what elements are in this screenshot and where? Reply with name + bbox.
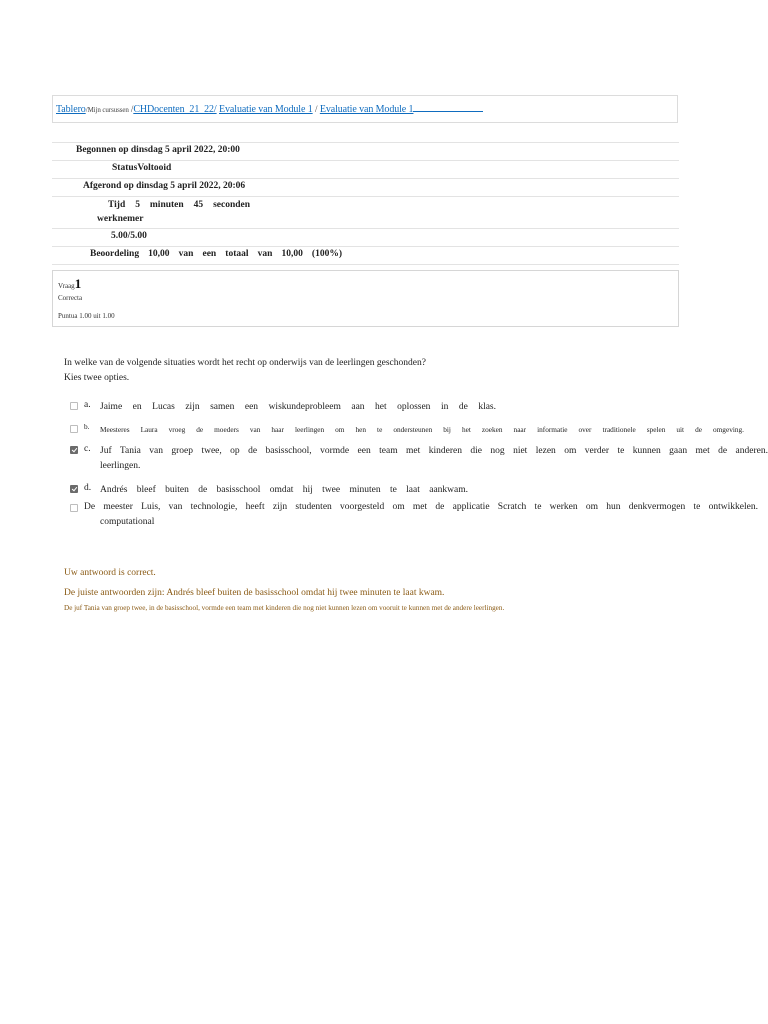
checkbox-b[interactable] [70,425,78,433]
option-letter: b. [84,422,90,431]
option-letter: a. [84,400,91,410]
breadcrumb-underline [413,102,483,112]
summary-row-started [52,142,679,160]
breadcrumb-separator: / [85,106,88,114]
checkbox-d-checked[interactable] [70,485,78,493]
option-text-d: Andrés bleef buiten de basisschool omdat hij twee minuten te laat aankwam. [100,485,468,495]
summary-grade: Beoordeling 10,00 van een totaal van 10,00 (100%) [90,249,342,259]
attempt-summary-table [52,142,679,265]
summary-marks: 5.00/5.00 [111,231,147,241]
breadcrumb-quiz-link[interactable]: Evaluatie van Module 1 [219,104,313,115]
question-prompt: Kies twee opties. [64,373,130,383]
breadcrumb [56,102,483,115]
checkbox-c-checked[interactable] [70,446,78,454]
summary-started: Begonnen op dinsdag 5 april 2022, 20:00 [76,145,240,155]
breadcrumb-home-link[interactable]: Tablero [56,104,86,115]
breadcrumb-course-link[interactable]: CHDocenten_21_22/ [133,104,217,115]
summary-row-grade [52,246,679,265]
option-text-e: De meester Luis, van technologie, heeft zijn studenten voorgesteld om met de applicatie Scratch te werken om hun denkvermogen te ontwikkelen. [84,502,758,512]
option-text-a: Jaime en Lucas zijn samen een wiskundeprobleem aan het oplossen in de klas. [100,402,496,412]
feedback-correct-answer-2: De juf Tania van groep twee, in de basisschool, vormde een team met kinderen die nog niet kunnen lezen om vooruit te kunnen met de andere leerlingen. [64,604,505,612]
feedback-correct-answer-1: De juiste antwoorden zijn: Andrés bleef buiten de basisschool omdat hij twee minuten te laat kwam. [64,588,445,598]
checkbox-a[interactable] [70,402,78,410]
summary-row-marks [52,228,679,246]
option-text-b: Meesteres Laura vroeg de moeders van haar leerlingen om hen te ondersteunen bij het zoeken naar informatie over traditionele spelen uit de omgeving. [100,425,744,434]
option-letter: c. [84,444,91,454]
summary-status: StatusVoltooid [112,163,172,173]
question-text: In welke van de volgende situaties wordt het recht op onderwijs van de leerlingen geschonden? [64,358,426,368]
option-text-c-line2: leerlingen. [100,461,141,471]
summary-row-time [52,196,679,228]
breadcrumb-my-courses[interactable]: Mijn cursussen [87,106,129,114]
question-number: Vraag1 [58,276,82,291]
summary-row-completed [52,178,679,196]
option-text-c: Juf Tania van groep twee, op de basisschool, vormde een team met kinderen die nog niet lezen om verder te kunnen gaan met de anderen. [100,446,768,456]
summary-time-line1: Tijd 5 minuten 45 seconden [108,200,251,210]
summary-completed: Afgerond op dinsdag 5 april 2022, 20:06 [83,181,246,191]
option-text-e-line2: computational [100,517,155,527]
summary-row-status [52,160,679,178]
breadcrumb-attempt-link[interactable]: Evaluatie van Module 1 [319,104,414,115]
question-state: Correcta [58,294,83,302]
checkbox-e[interactable] [70,504,78,512]
question-info-box [52,270,679,327]
breadcrumb-separator: / [128,104,134,114]
question-points: Puntua 1.00 uit 1.00 [58,312,115,320]
summary-time-line2: werknemer [97,214,144,224]
question-text-block [64,356,426,386]
option-letter: d. [84,483,92,493]
feedback-result: Uw antwoord is correct. [64,568,156,578]
breadcrumb-separator: / [315,104,318,114]
